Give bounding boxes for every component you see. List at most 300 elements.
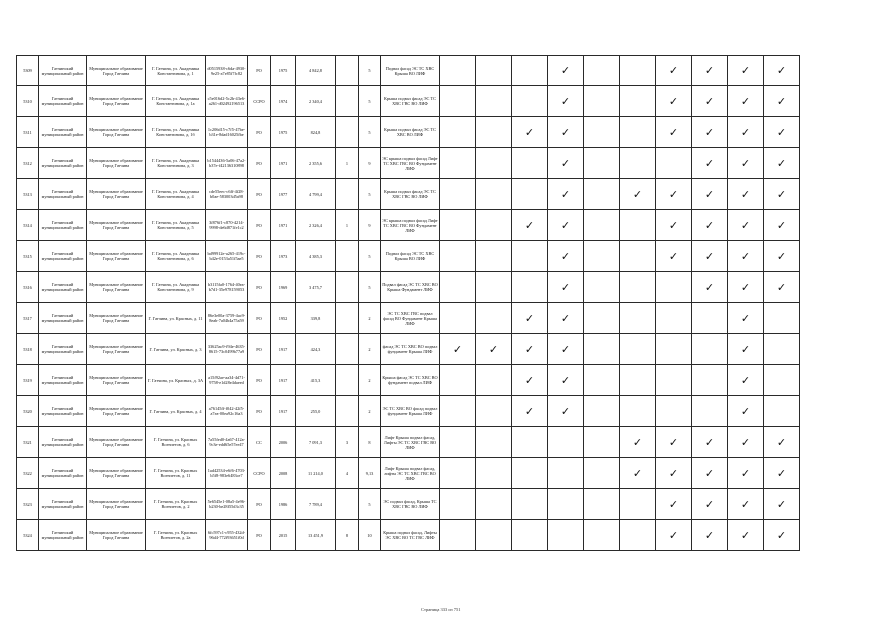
fias-code-cell: 1ad42534-e6f6-4703-b5f8-983e6483ce7 xyxy=(206,458,248,489)
work-type-10-cell xyxy=(764,396,800,427)
area-cell: 4 385,3 xyxy=(296,241,336,272)
address-cell: Г. Гатчина, ул. Академика Константинова, д. 1 xyxy=(146,56,206,86)
address-cell: Г. Гатчина, ул. Академика Константинова, д. 6 xyxy=(146,241,206,272)
check-icon: ✓ xyxy=(488,342,499,356)
check-icon: ✓ xyxy=(776,64,787,77)
fias-code-cell: b3115fa0-1764-40ea-b7d1-35e978159053 xyxy=(206,272,248,303)
work-type-6-cell xyxy=(620,210,656,241)
floors-cell: 5 xyxy=(359,117,381,148)
check-icon: ✓ xyxy=(776,187,787,201)
check-icon: ✓ xyxy=(704,466,715,480)
work-type-9-cell xyxy=(728,272,764,303)
check-icon: ✓ xyxy=(776,528,787,542)
check-icon: ✓ xyxy=(776,94,787,108)
build-year-cell: 1917 xyxy=(271,396,296,427)
work-type-10-cell xyxy=(764,520,800,551)
work-type-10-cell xyxy=(764,86,800,117)
work-type-4-cell xyxy=(548,520,584,551)
work-type-7-cell xyxy=(656,520,692,551)
floors-cell: 9 xyxy=(359,210,381,241)
work-type-3-cell xyxy=(512,303,548,334)
work-type-10-cell xyxy=(764,365,800,396)
check-icon: ✓ xyxy=(776,218,787,232)
check-icon: ✓ xyxy=(704,280,715,294)
work-type-5-cell xyxy=(584,117,620,148)
check-icon: ✓ xyxy=(704,497,715,511)
table-row xyxy=(17,148,800,179)
work-type-1-cell xyxy=(440,520,476,551)
check-icon: ✓ xyxy=(776,435,787,449)
municipality-cell: Муниципальное образование Город Гатчина xyxy=(87,179,146,210)
work-type-3-cell xyxy=(512,117,548,148)
works-list-cell: ЭС подвал фасад, Крыша ТС ХВС ГВС ВО ЛИФ xyxy=(381,489,440,520)
housing-register-table xyxy=(16,55,800,551)
work-type-6-cell xyxy=(620,148,656,179)
row-number: 5310 xyxy=(17,86,39,117)
row-number: 5309 xyxy=(17,56,39,86)
lifts-count-cell: 8 xyxy=(336,520,359,551)
work-type-9-cell xyxy=(728,520,764,551)
floors-cell: 5 xyxy=(359,489,381,520)
work-type-9-cell xyxy=(728,210,764,241)
table-row xyxy=(17,489,800,520)
work-type-7-cell xyxy=(656,427,692,458)
area-cell: 2 355,6 xyxy=(296,148,336,179)
check-icon: ✓ xyxy=(560,156,571,170)
check-icon: ✓ xyxy=(740,218,751,232)
district-cell: Гатчинский муниципальный район xyxy=(39,179,87,210)
check-icon: ✓ xyxy=(740,156,751,170)
work-type-5-cell xyxy=(584,86,620,117)
check-icon: ✓ xyxy=(668,528,679,542)
municipality-cell: Муниципальное образование Город Гатчина xyxy=(87,427,146,458)
works-list-cell: ЭС крыша подвал фасад Лифт ТС ХВС ГВС ВО Фундамент ЛИФ xyxy=(381,210,440,241)
district-cell: Гатчинский муниципальный район xyxy=(39,334,87,365)
work-type-8-cell xyxy=(692,520,728,551)
check-icon: ✓ xyxy=(704,528,715,542)
check-icon: ✓ xyxy=(668,125,679,139)
work-type-4-cell xyxy=(548,86,584,117)
check-icon: ✓ xyxy=(740,497,751,511)
work-type-6-cell xyxy=(620,241,656,272)
fias-code-cell: 86e3e00a-3759-4ac9-8eab-7a04b4a75a59 xyxy=(206,303,248,334)
build-year-cell: 1974 xyxy=(271,86,296,117)
work-type-9-cell xyxy=(728,148,764,179)
work-type-2-cell xyxy=(476,179,512,210)
table-row xyxy=(17,396,800,427)
district-cell: Гатчинский муниципальный район xyxy=(39,396,87,427)
table-row xyxy=(17,334,800,365)
lifts-count-cell xyxy=(336,56,359,86)
work-type-9-cell xyxy=(728,334,764,365)
work-type-10-cell xyxy=(764,210,800,241)
fias-code-cell: c5e016d2-5c2b-43e6-a261-d02492196513 xyxy=(206,86,248,117)
lifts-count-cell xyxy=(336,396,359,427)
work-type-5-cell xyxy=(584,520,620,551)
fias-code-cell: a76145ff-f042-42f5-a7ea-00ea92c16a3 xyxy=(206,396,248,427)
work-type-3-cell xyxy=(512,520,548,551)
management-form-cell: РО xyxy=(248,520,271,551)
work-type-1-cell xyxy=(440,272,476,303)
address-cell: Г. Гатчина, ул. Академика Константинова, д. 5 xyxy=(146,210,206,241)
check-icon: ✓ xyxy=(524,125,535,139)
work-type-4-cell xyxy=(548,458,584,489)
municipality-cell: Муниципальное образование Город Гатчина xyxy=(87,458,146,489)
work-type-9-cell xyxy=(728,303,764,334)
check-icon: ✓ xyxy=(452,342,463,356)
management-form-cell: СС xyxy=(248,427,271,458)
work-type-1-cell xyxy=(440,179,476,210)
work-type-1-cell xyxy=(440,303,476,334)
row-number: 5320 xyxy=(17,396,39,427)
build-year-cell: 1952 xyxy=(271,303,296,334)
work-type-1-cell xyxy=(440,489,476,520)
fias-code-cell: bd99912e-a265-419c-b42e-0153a51f5ae5 xyxy=(206,241,248,272)
work-type-3-cell xyxy=(512,365,548,396)
area-cell: 3 475,7 xyxy=(296,272,336,303)
work-type-5-cell xyxy=(584,489,620,520)
work-type-10-cell xyxy=(764,489,800,520)
works-list-cell: Лифт Крыша подвал фасад, Лифты ЭС ТС ХВС ГВС ВО ЛИФ xyxy=(381,427,440,458)
check-icon: ✓ xyxy=(524,342,535,356)
row-number: 5321 xyxy=(17,427,39,458)
address-cell: Г. Гатчина, ул. Академика Константинова, д. 9 xyxy=(146,272,206,303)
fias-code-cell: 6fc597c1-c955-432d-96d4-772f93651f0d xyxy=(206,520,248,551)
work-type-3-cell xyxy=(512,396,548,427)
district-cell: Гатчинский муниципальный район xyxy=(39,86,87,117)
work-type-2-cell xyxy=(476,489,512,520)
work-type-3-cell xyxy=(512,148,548,179)
fias-code-cell: 7a55fed0-4a67-412a-9c3e-edd65e57ee47 xyxy=(206,427,248,458)
work-type-4-cell xyxy=(548,427,584,458)
fias-code-cell: cde55eec-c6ff-4f28-b0ae-583003d5a98 xyxy=(206,179,248,210)
check-icon: ✓ xyxy=(740,466,751,480)
work-type-4-cell xyxy=(548,179,584,210)
work-type-5-cell xyxy=(584,334,620,365)
work-type-7-cell xyxy=(656,117,692,148)
work-type-6-cell xyxy=(620,272,656,303)
district-cell: Гатчинский муниципальный район xyxy=(39,365,87,396)
work-type-6-cell xyxy=(620,489,656,520)
floors-cell: 5 xyxy=(359,272,381,303)
check-icon: ✓ xyxy=(632,466,643,480)
area-cell: 7 789,4 xyxy=(296,489,336,520)
area-cell: 11 214,0 xyxy=(296,458,336,489)
management-form-cell: РО xyxy=(248,210,271,241)
fias-code-cell: b1544436-5a06-47a2-b37e-f42136310898 xyxy=(206,148,248,179)
row-number: 5317 xyxy=(17,303,39,334)
work-type-3-cell xyxy=(512,241,548,272)
lifts-count-cell xyxy=(336,179,359,210)
work-type-10-cell xyxy=(764,427,800,458)
lifts-count-cell xyxy=(336,86,359,117)
works-list-cell: Лифт Крыша подвал фасад, лифты ЭС ТС ХВС ГВС ВО ЛИФ xyxy=(381,458,440,489)
area-cell: 2 340,4 xyxy=(296,86,336,117)
work-type-9-cell xyxy=(728,427,764,458)
check-icon: ✓ xyxy=(524,404,535,418)
check-icon: ✓ xyxy=(560,311,571,325)
work-type-4-cell xyxy=(548,241,584,272)
management-form-cell: ССРО xyxy=(248,86,271,117)
work-type-8-cell xyxy=(692,303,728,334)
work-type-6-cell xyxy=(620,86,656,117)
check-icon: ✓ xyxy=(704,435,715,449)
work-type-3-cell xyxy=(512,86,548,117)
management-form-cell: РО xyxy=(248,489,271,520)
work-type-8-cell xyxy=(692,148,728,179)
work-type-10-cell xyxy=(764,56,800,86)
address-cell: Г. Гатчина, ул. Красных Военлетов, д. 2а xyxy=(146,520,206,551)
work-type-5-cell xyxy=(584,303,620,334)
work-type-6-cell xyxy=(620,520,656,551)
work-type-6-cell xyxy=(620,303,656,334)
address-cell: Г. Гатчина, ул. Академика Константинова, д. 4 xyxy=(146,179,206,210)
table-row xyxy=(17,56,800,86)
lifts-count-cell xyxy=(336,489,359,520)
floors-cell: 5 xyxy=(359,179,381,210)
table-row xyxy=(17,272,800,303)
work-type-9-cell xyxy=(728,179,764,210)
work-type-2-cell xyxy=(476,520,512,551)
work-type-8-cell xyxy=(692,117,728,148)
address-cell: Г. Гатчина, ул. Красных Военлетов, д. 11 xyxy=(146,458,206,489)
work-type-8-cell xyxy=(692,365,728,396)
work-type-9-cell xyxy=(728,117,764,148)
build-year-cell: 1986 xyxy=(271,489,296,520)
management-form-cell: РО xyxy=(248,56,271,86)
check-icon: ✓ xyxy=(740,249,751,263)
work-type-9-cell xyxy=(728,365,764,396)
work-type-5-cell xyxy=(584,148,620,179)
row-number: 5323 xyxy=(17,489,39,520)
address-cell: Г. Гатчина, ул. Академика Константинова, д. 3 xyxy=(146,148,206,179)
row-number: 5322 xyxy=(17,458,39,489)
check-icon: ✓ xyxy=(668,249,679,263)
check-icon: ✓ xyxy=(776,249,787,263)
work-type-10-cell xyxy=(764,117,800,148)
table-row xyxy=(17,241,800,272)
management-form-cell: РО xyxy=(248,303,271,334)
work-type-5-cell xyxy=(584,427,620,458)
works-list-cell: Крыша подвал фасад ЭС ТС ХВС ГВС ВО ЛИФ xyxy=(381,86,440,117)
lifts-count-cell: 4 xyxy=(336,458,359,489)
work-type-4-cell xyxy=(548,303,584,334)
work-type-7-cell xyxy=(656,148,692,179)
build-year-cell: 1973 xyxy=(271,241,296,272)
work-type-4-cell xyxy=(548,396,584,427)
district-cell: Гатчинский муниципальный район xyxy=(39,210,87,241)
area-cell: 424,3 xyxy=(296,334,336,365)
floors-cell: 9 xyxy=(359,148,381,179)
work-type-1-cell xyxy=(440,427,476,458)
municipality-cell: Муниципальное образование Город Гатчина xyxy=(87,148,146,179)
check-icon: ✓ xyxy=(560,125,571,139)
work-type-2-cell xyxy=(476,427,512,458)
work-type-7-cell xyxy=(656,489,692,520)
table-row xyxy=(17,210,800,241)
work-type-5-cell xyxy=(584,272,620,303)
district-cell: Гатчинский муниципальный район xyxy=(39,272,87,303)
build-year-cell: 2006 xyxy=(271,427,296,458)
work-type-9-cell xyxy=(728,396,764,427)
check-icon: ✓ xyxy=(740,280,751,294)
fias-code-cell: 33625ac9-f94e-4635-8615-73c0499b77a9 xyxy=(206,334,248,365)
check-icon: ✓ xyxy=(668,187,679,201)
area-cell: 2 326,4 xyxy=(296,210,336,241)
build-year-cell: 1917 xyxy=(271,365,296,396)
check-icon: ✓ xyxy=(704,94,715,108)
work-type-8-cell xyxy=(692,56,728,86)
check-icon: ✓ xyxy=(740,342,751,356)
check-icon: ✓ xyxy=(560,280,571,294)
work-type-8-cell xyxy=(692,86,728,117)
check-icon: ✓ xyxy=(740,64,751,77)
build-year-cell: 1975 xyxy=(271,117,296,148)
address-cell: Г. Гатчина, ул. Красных, д. 3А xyxy=(146,365,206,396)
works-list-cell: фасад ЭС ТС ХВС ВО подвал фундамент Крыша ЛИФ xyxy=(381,334,440,365)
works-list-cell: Подвал фасад ЭС ТС ХВС Крыша ВО ЛИФ xyxy=(381,56,440,86)
check-icon: ✓ xyxy=(632,187,643,201)
work-type-7-cell xyxy=(656,56,692,86)
work-type-7-cell xyxy=(656,272,692,303)
work-type-10-cell xyxy=(764,241,800,272)
district-cell: Гатчинский муниципальный район xyxy=(39,117,87,148)
management-form-cell: РО xyxy=(248,179,271,210)
floors-cell: 2 xyxy=(359,303,381,334)
work-type-1-cell xyxy=(440,210,476,241)
work-type-7-cell xyxy=(656,303,692,334)
work-type-1-cell xyxy=(440,86,476,117)
work-type-6-cell xyxy=(620,427,656,458)
work-type-10-cell xyxy=(764,303,800,334)
municipality-cell: Муниципальное образование Город Гатчина xyxy=(87,520,146,551)
check-icon: ✓ xyxy=(668,435,679,449)
work-type-7-cell xyxy=(656,241,692,272)
floors-cell: 5 xyxy=(359,241,381,272)
work-type-7-cell xyxy=(656,210,692,241)
check-icon: ✓ xyxy=(668,466,679,480)
work-type-10-cell xyxy=(764,148,800,179)
management-form-cell: РО xyxy=(248,334,271,365)
check-icon: ✓ xyxy=(704,64,715,77)
area-cell: 4 799,4 xyxy=(296,179,336,210)
work-type-8-cell xyxy=(692,241,728,272)
management-form-cell: РО xyxy=(248,396,271,427)
address-cell: Г. Гатчина, ул. Красных, д. 11 xyxy=(146,303,206,334)
work-type-3-cell xyxy=(512,272,548,303)
municipality-cell: Муниципальное образование Город Гатчина xyxy=(87,396,146,427)
municipality-cell: Муниципальное образование Город Гатчина xyxy=(87,86,146,117)
check-icon: ✓ xyxy=(668,64,679,77)
work-type-4-cell xyxy=(548,365,584,396)
work-type-3-cell xyxy=(512,179,548,210)
work-type-5-cell xyxy=(584,396,620,427)
check-icon: ✓ xyxy=(740,404,751,418)
build-year-cell: 2008 xyxy=(271,458,296,489)
check-icon: ✓ xyxy=(740,125,751,139)
check-icon: ✓ xyxy=(560,94,571,108)
row-number: 5312 xyxy=(17,148,39,179)
fias-code-cell: a15f92ae-aa34-4d71-9758-e1d28e4daeed xyxy=(206,365,248,396)
lifts-count-cell: 1 xyxy=(336,210,359,241)
work-type-4-cell xyxy=(548,334,584,365)
work-type-4-cell xyxy=(548,489,584,520)
work-type-4-cell xyxy=(548,272,584,303)
work-type-1-cell xyxy=(440,365,476,396)
check-icon: ✓ xyxy=(524,218,535,232)
fias-code-cell: 5e6545e1-08a5-4e96-b230-be28f55d3c35 xyxy=(206,489,248,520)
check-icon: ✓ xyxy=(560,64,571,77)
area-cell: 824,8 xyxy=(296,117,336,148)
work-type-8-cell xyxy=(692,489,728,520)
row-number: 5311 xyxy=(17,117,39,148)
area-cell: 7 091,3 xyxy=(296,427,336,458)
build-year-cell: 1971 xyxy=(271,148,296,179)
work-type-7-cell xyxy=(656,86,692,117)
lifts-count-cell xyxy=(336,272,359,303)
check-icon: ✓ xyxy=(740,528,751,542)
check-icon: ✓ xyxy=(524,311,535,325)
work-type-5-cell xyxy=(584,210,620,241)
work-type-7-cell xyxy=(656,179,692,210)
management-form-cell: РО xyxy=(248,365,271,396)
check-icon: ✓ xyxy=(704,125,715,139)
page-number: Страница 333 из 751 xyxy=(421,607,461,612)
lifts-count-cell xyxy=(336,303,359,334)
address-cell: Г. Гатчина, ул. Академика Константинова, д. 1а xyxy=(146,86,206,117)
work-type-3-cell xyxy=(512,489,548,520)
check-icon: ✓ xyxy=(704,218,715,232)
work-type-8-cell xyxy=(692,210,728,241)
work-type-9-cell xyxy=(728,241,764,272)
work-type-5-cell xyxy=(584,458,620,489)
work-type-1-cell xyxy=(440,241,476,272)
municipality-cell: Муниципальное образование Город Гатчина xyxy=(87,56,146,86)
work-type-2-cell xyxy=(476,56,512,86)
address-cell: Г. Гатчина, ул. Красных, д. 4 xyxy=(146,396,206,427)
table-row xyxy=(17,365,800,396)
floors-cell: 2 xyxy=(359,365,381,396)
management-form-cell: РО xyxy=(248,241,271,272)
work-type-10-cell xyxy=(764,272,800,303)
district-cell: Гатчинский муниципальный район xyxy=(39,303,87,334)
table-row xyxy=(17,520,800,551)
area-cell: 13 451,9 xyxy=(296,520,336,551)
address-cell: Г. Гатчина, ул. Красных, д. 3 xyxy=(146,334,206,365)
work-type-7-cell xyxy=(656,334,692,365)
fias-code-cell: 3f876f1-c870-4214-9998-de6d871fe1c2 xyxy=(206,210,248,241)
work-type-9-cell xyxy=(728,56,764,86)
work-type-10-cell xyxy=(764,179,800,210)
works-list-cell: Крыша фасад ЭС ТС ХВС ВО фундамент подвал ЛИФ xyxy=(381,365,440,396)
work-type-1-cell xyxy=(440,117,476,148)
district-cell: Гатчинский муниципальный район xyxy=(39,241,87,272)
district-cell: Гатчинский муниципальный район xyxy=(39,489,87,520)
work-type-1-cell xyxy=(440,334,476,365)
address-cell: Г. Гатчина, ул. Красных Военлетов, д. 2 xyxy=(146,489,206,520)
table-row xyxy=(17,458,800,489)
floors-cell: 5 xyxy=(359,86,381,117)
work-type-2-cell xyxy=(476,241,512,272)
work-type-5-cell xyxy=(584,241,620,272)
check-icon: ✓ xyxy=(740,311,751,325)
work-type-2-cell xyxy=(476,148,512,179)
management-form-cell: РО xyxy=(248,272,271,303)
check-icon: ✓ xyxy=(776,497,787,511)
build-year-cell: 2015 xyxy=(271,520,296,551)
works-list-cell: Подвал фасад ЭС ТС ХВС ВО Крыша Фундамент ЛИФ xyxy=(381,272,440,303)
work-type-2-cell xyxy=(476,396,512,427)
